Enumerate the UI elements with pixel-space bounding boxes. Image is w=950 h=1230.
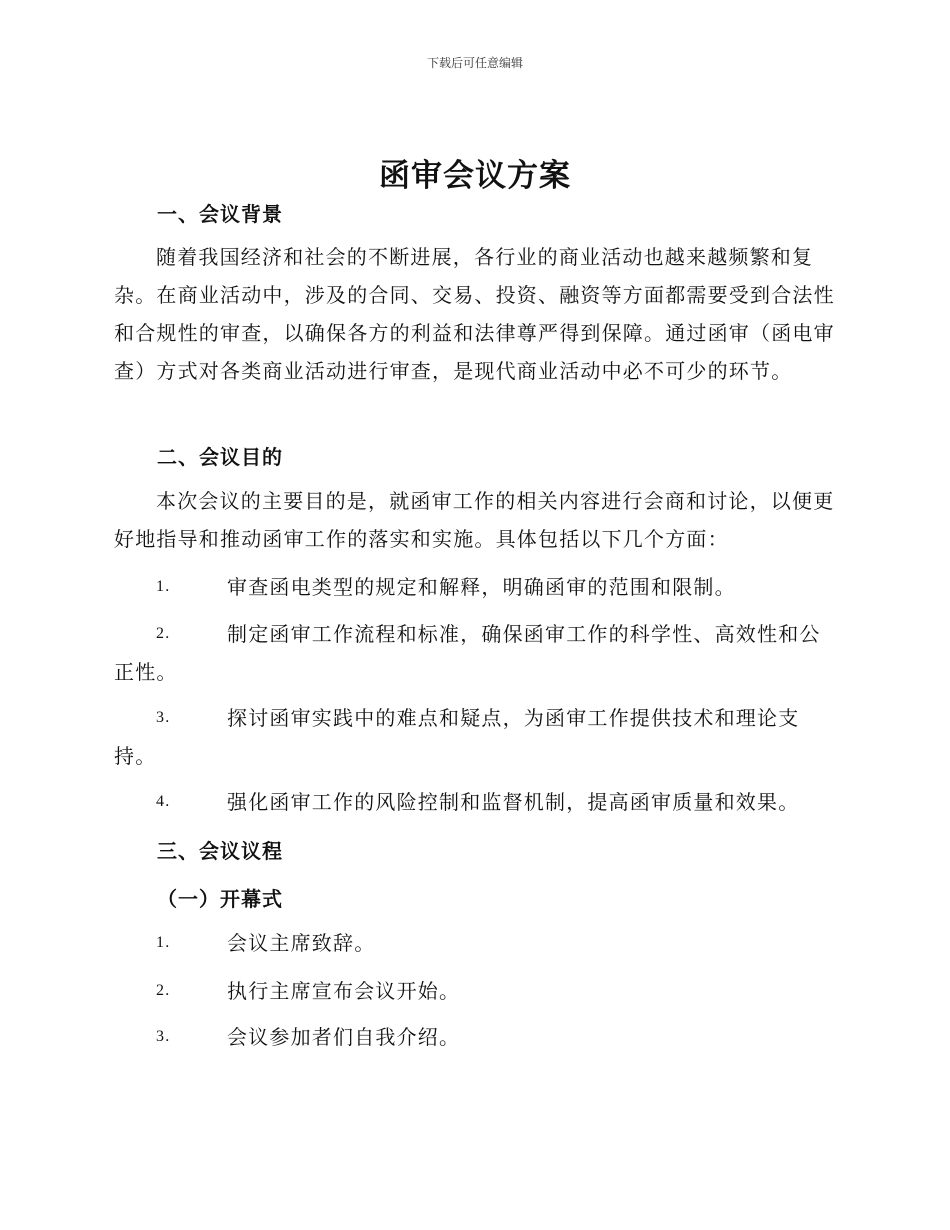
list-item-text: 会议主席致辞。 (227, 931, 376, 955)
purpose-list-item (114, 783, 836, 821)
section-heading-agenda: 三、会议议程 (157, 839, 283, 863)
list-item-text: 执行主席宣布会议开始。 (227, 979, 461, 1003)
agenda-list-item (114, 924, 836, 962)
list-number: 1. (156, 934, 171, 951)
list-number: 2. (156, 625, 171, 642)
list-number: 3. (156, 1028, 171, 1045)
document-title: 函审会议方案 (379, 158, 571, 194)
list-number: 1. (156, 578, 171, 595)
list-number: 3. (156, 709, 171, 726)
list-item-text-continued: 持。 (114, 744, 157, 768)
list-number: 4. (156, 793, 171, 810)
background-paragraph: 随着我国经济和社会的不断进展，各行业的商业活动也越来越频繁和复杂。在商业活动中，涉及的合同、交易、投资、融资等方面都需要受到合法性和合规性的审查，以确保各方的利益和法律尊严得到保障。通过函审（函电审查）方式对各类商业活动进行审查，是现代商业活动中必不可少的环节。 (114, 245, 835, 383)
purpose-list-item (114, 699, 836, 775)
list-item-text: 探讨函审实践中的难点和疑点，为函审工作提供技术和理论支 (227, 706, 800, 730)
agenda-list-item (114, 1018, 836, 1056)
purpose-paragraph: 本次会议的主要目的是，就函审工作的相关内容进行会商和讨论，以便更好地指导和推动函审工作的落实和实施。具体包括以下几个方面： (114, 489, 835, 551)
list-item-text: 制定函审工作流程和标准，确保函审工作的科学性、高效性和公 (227, 622, 821, 646)
section-heading-background: 一、会议背景 (157, 202, 283, 226)
list-item-text: 会议参加者们自我介绍。 (227, 1025, 461, 1049)
list-item-text-continued: 正性。 (114, 660, 178, 684)
header-note: 下载后可任意编辑 (426, 56, 523, 70)
purpose-list-item (114, 615, 836, 691)
subsection-heading-opening: （一）开幕式 (157, 887, 283, 911)
agenda-list-item (114, 972, 836, 1010)
list-item-text: 审查函电类型的规定和解释，明确函审的范围和限制。 (227, 575, 736, 599)
list-item-text: 强化函审工作的风险控制和监督机制，提高函审质量和效果。 (227, 790, 800, 814)
list-number: 2. (156, 982, 171, 999)
purpose-list-item (114, 568, 836, 606)
section-heading-purpose: 二、会议目的 (157, 445, 283, 469)
